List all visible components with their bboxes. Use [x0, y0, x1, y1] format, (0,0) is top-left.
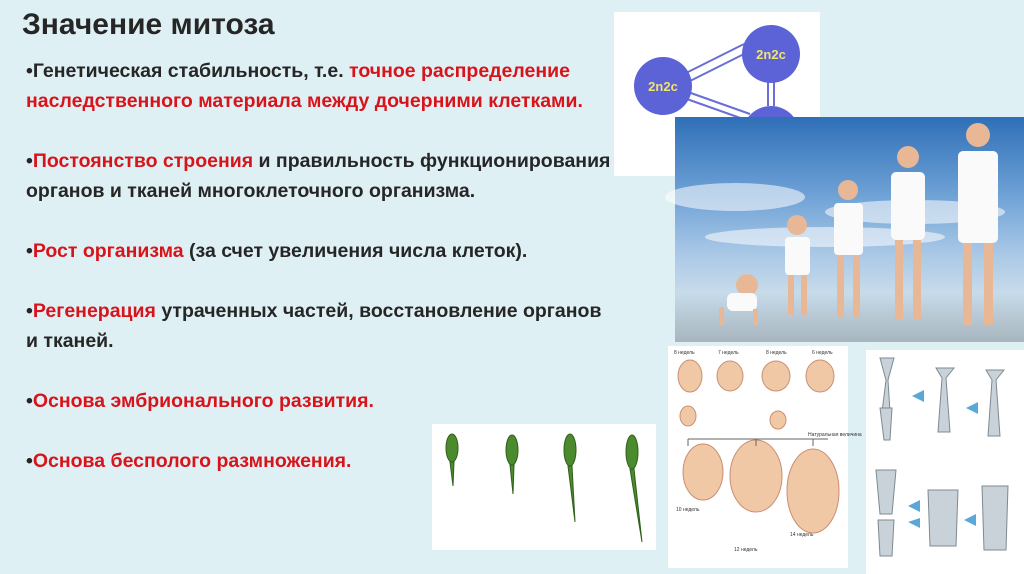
bullet-structure: •Постоянство строения и правильность функционирования органов и тканей многоклеточного организма. [26, 150, 611, 202]
svg-text:Натуральная величина: Натуральная величина [808, 432, 862, 438]
bullet-embryonic: •Основа эмбрионального развития. [26, 390, 374, 412]
adult-figure [958, 123, 998, 325]
lizard-regeneration-image [432, 424, 656, 550]
svg-text:12 недель: 12 недель [734, 547, 758, 553]
bullet-asexual: •Основа бесполого размножения. [26, 450, 352, 472]
hydra-regeneration-image [866, 350, 1024, 574]
child-figure [891, 146, 925, 320]
cell-label: 2n2c [648, 79, 678, 94]
embryo-development-image [668, 346, 862, 568]
growth-photo [675, 117, 1024, 342]
svg-text:8 недель: 8 недель [674, 350, 695, 356]
slide-title: Значение митоза [22, 8, 275, 41]
svg-text:10 недель: 10 недель [676, 507, 700, 513]
svg-text:14 недель: 14 недель [790, 532, 814, 538]
bullet-regeneration: •Регенерация утраченных частей, восстановление органов и тканей. [26, 300, 602, 352]
bullet-growth: •Рост организма (за счет увеличения числа клеток). [26, 240, 528, 262]
baby-figure [719, 274, 758, 325]
child-figure [834, 180, 863, 317]
svg-text:7 недель: 7 недель [718, 350, 739, 356]
svg-text:6 недель: 6 недель [812, 350, 833, 356]
svg-text:8 недель: 8 недель [766, 350, 787, 356]
cell-label: 2n2c [756, 47, 786, 62]
bullet-genetic-stability: •Генетическая стабильность, т.е. точное распределение наследственного материала между дочерними клетками. [26, 60, 583, 112]
